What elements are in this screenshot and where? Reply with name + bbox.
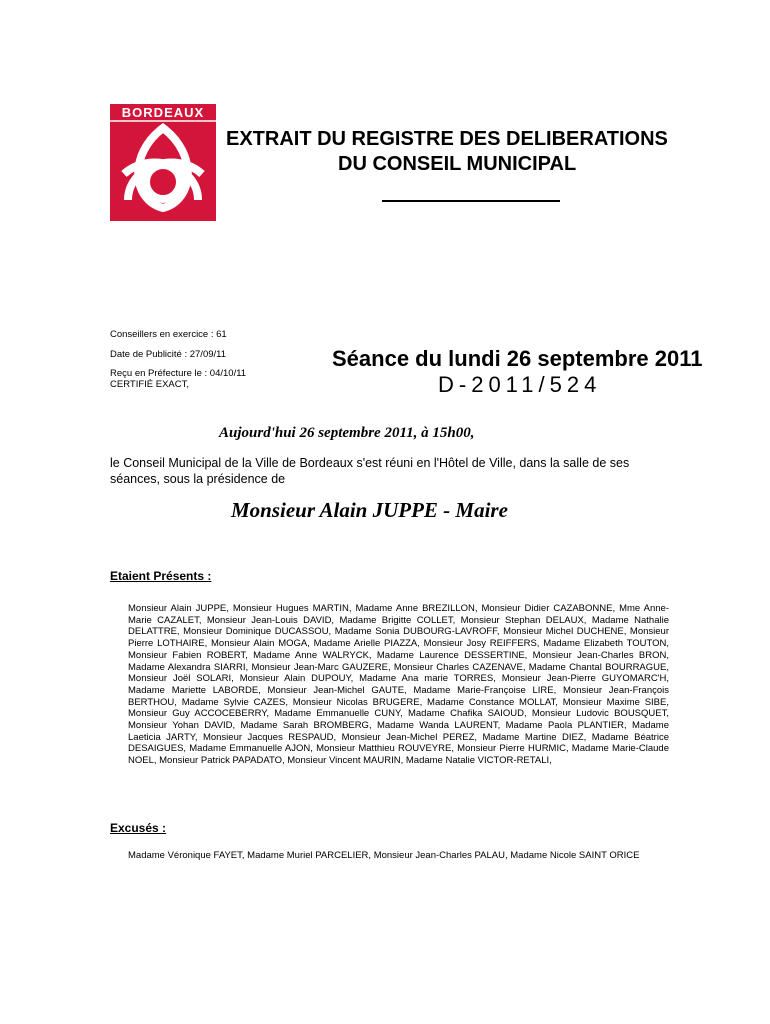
deliberation-number: D-2011/524 <box>438 372 602 397</box>
presents-list: Monsieur Alain JUPPE, Monsieur Hugues MARTIN, Madame Anne BREZILLON, Monsieur Didier CAZABONNE, Mme Anne-Marie CAZALET, Monsieur Jean-Louis DAVID, Madame Brigitte COLLET, Monsieur Stephan DELAUX, Madame Nathalie DELATTRE, Monsieur Dominique DUCASSOU, Madame Sonia DUBOURG-LAVROFF, Monsieur Michel DUCHENE, Monsieur Pierre LOTHAIRE, Monsieur Alain MOGA, Madame Arielle PIAZZA, Monsieur Josy REIFFERS, Madame Elizabeth TOUTON, Monsieur Fabien ROBERT, Madame Anne WALRYCK, Madame Laurence DESSERTINE, Monsieur Jean-Charles BRON, Madame Alexandra SIARRI, Monsieur Jean-Marc GAUZERE, Monsieur Charles CAZENAVE, Madame Chantal BOURRAGUE, Monsieur Joël SOLARI, Monsieur Alain DUPOUY, Madame Ana marie TORRES, Monsieur Jean-Pierre GUYOMARC'H, Madame Mariette LABORDE, Monsieur Jean-Michel GAUTE, Madame Marie-Françoise LIRE, Monsieur Jean-François BERTHOU, Madame Sylvie CAZES, Monsieur Nicolas BRUGERE, Madame Constance MOLLAT, Monsieur Maxime SIBE, Monsieur Guy ACCOCEBERRY, Madame Emmanuelle CUNY, Madame Chafika SAIOUD, Monsieur Ludovic BOUSQUET, Monsieur Yohan DAVID, Madame Sarah BROMBERG, Madame Wanda LAURENT, Madame Paola PLANTIER, Madame Laeticia JARTY, Monsieur Jacques RESPAUD, Monsieur Jean-Michel PEREZ, Madame Martine DIEZ, Madame Béatrice DESAIGUES, Madame Emmanuelle AJON, Monsieur Matthieu ROUVEYRE, Monsieur Pierre HURMIC, Madame Marie-Claude NOEL, Monsieur Patrick PAPADATO, Monsieur Vincent MAURIN, Madame Natalie VICTOR-RETALI, <box>128 603 669 767</box>
date-de-publicite: Date de Publicité : 27/09/11 <box>110 349 227 360</box>
document-title-line2: DU CONSEIL MUNICIPAL <box>338 153 577 175</box>
president-name: Monsieur Alain JUPPE - Maire <box>231 498 508 522</box>
svg-text:BORDEAUX: BORDEAUX <box>121 105 205 120</box>
recu-en-prefecture: Reçu en Préfecture le : 04/10/11 <box>110 368 247 379</box>
title-underline <box>382 200 560 202</box>
excuses-heading: Excusés : <box>110 821 167 835</box>
document-title-line1: EXTRAIT DU REGISTRE DES DELIBERATIONS <box>226 128 668 150</box>
meeting-date-line: Aujourd'hui 26 septembre 2011, à 15h00, <box>219 425 475 441</box>
excuses-list: Madame Véronique FAYET, Madame Muriel PARCELIER, Monsieur Jean-Charles PALAU, Madame Nicole SAINT ORICE <box>128 850 640 861</box>
presents-heading: Etaient Présents : <box>110 569 212 583</box>
conseillers-en-exercice: Conseillers en exercice : 61 <box>110 329 227 340</box>
intro-paragraph: le Conseil Municipal de la Ville de Bordeaux s'est réuni en l'Hôtel de Ville, dans la salle de ses séances, sous la présidence de <box>110 456 630 486</box>
bordeaux-logo <box>110 104 216 221</box>
seance-title: Séance du lundi 26 septembre 2011 <box>332 346 703 371</box>
certifie-exact: CERTIFIÉ EXACT, <box>110 379 190 390</box>
